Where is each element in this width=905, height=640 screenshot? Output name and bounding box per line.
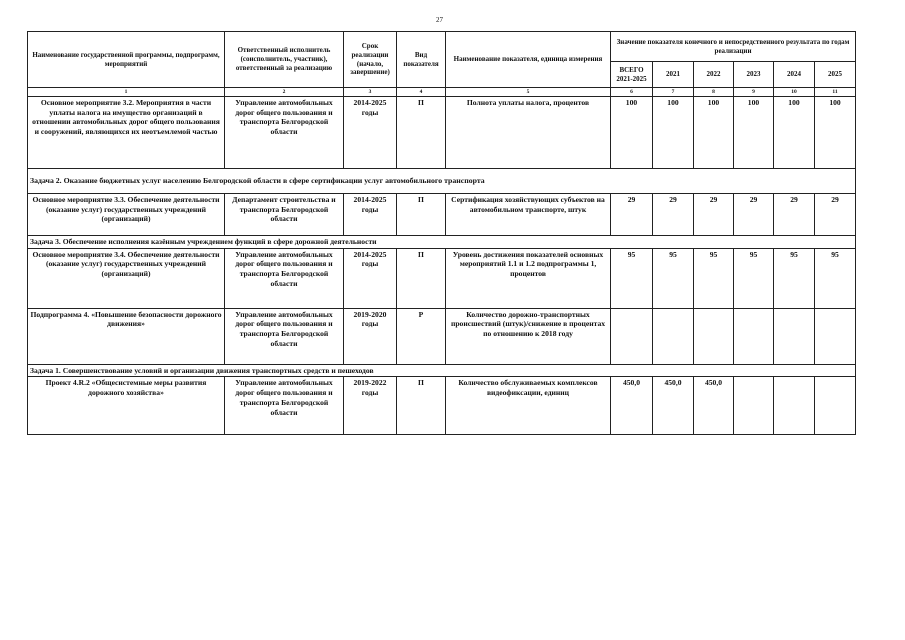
header-term: Срок реализации (начало, завершение): [344, 32, 397, 88]
row-name: Основное мероприятие 3.4. Обеспечение деятельности (оказание услуг) государственных учреждений (организаций): [28, 248, 225, 308]
column-number: 9: [734, 88, 774, 97]
row-value-2022: 450,0: [694, 377, 734, 435]
row-value-2024: 95: [774, 248, 815, 308]
header-year-2021: 2021: [653, 62, 694, 88]
row-value-2024: [774, 377, 815, 435]
header-kind: Вид показателя: [397, 32, 446, 88]
row-value-2021: 450,0: [653, 377, 694, 435]
header-year-2024: 2024: [774, 62, 815, 88]
page-number: 27: [436, 16, 443, 24]
row-indicator: Сертификация хозяйствующих субъектов на автомобильном транспорте, штук: [446, 194, 611, 236]
row-name: Подпрограмма 4. «Повышение безопасности дорожного движения»: [28, 308, 225, 364]
header-year-2022: 2022: [694, 62, 734, 88]
row-value-2024: 29: [774, 194, 815, 236]
column-number: 6: [611, 88, 653, 97]
program-indicators-table: [27, 31, 856, 435]
row-value-2023: [734, 308, 774, 364]
row-value-2023: 29: [734, 194, 774, 236]
row-kind: П: [397, 194, 446, 236]
row-kind: П: [397, 377, 446, 435]
row-value-2025: 95: [815, 248, 856, 308]
task-title: Задача 1. Совершенствование условий и организации движения транспортных средств и пешеходов: [28, 364, 856, 377]
row-value-2022: 100: [694, 97, 734, 169]
row-executor: Департамент строительства и транспорта Белгородской области: [225, 194, 344, 236]
header-executor: Ответственный исполнитель (соисполнитель, участник), ответственный за реализацию: [225, 32, 344, 88]
row-value-2023: 95: [734, 248, 774, 308]
row-value-2024: 100: [774, 97, 815, 169]
row-indicator: Полнота уплаты налога, процентов: [446, 97, 611, 169]
row-value-2021: 100: [653, 97, 694, 169]
task-row: [28, 236, 856, 249]
header-values-group: Значение показателя конечного и непосредственного результата по годам реализации: [611, 32, 856, 62]
row-kind: П: [397, 97, 446, 169]
column-number: 3: [344, 88, 397, 97]
header-year-2023: 2023: [734, 62, 774, 88]
row-value-total: 100: [611, 97, 653, 169]
row-name: Основное мероприятие 3.3. Обеспечение деятельности (оказание услуг) государственных учреждений (организаций): [28, 194, 225, 236]
row-term: 2014-2025 годы: [344, 248, 397, 308]
row-value-2021: 95: [653, 248, 694, 308]
row-value-2025: 100: [815, 97, 856, 169]
row-value-2021: 29: [653, 194, 694, 236]
row-executor: Управление автомобильных дорог общего пользования и транспорта Белгородской области: [225, 308, 344, 364]
row-value-2025: [815, 308, 856, 364]
row-indicator: Уровень достижения показателей основных мероприятий 1.1 и 1.2 подпрограммы 1, процентов: [446, 248, 611, 308]
row-value-2022: [694, 308, 734, 364]
row-term: 2019-2020 годы: [344, 308, 397, 364]
row-value-total: 29: [611, 194, 653, 236]
header-row: [28, 32, 856, 62]
row-term: 2014-2025 годы: [344, 97, 397, 169]
column-numbers-row: [28, 88, 856, 97]
row-executor: Управление автомобильных дорог общего пользования и транспорта Белгородской области: [225, 248, 344, 308]
row-value-2021: [653, 308, 694, 364]
row-value-2025: 29: [815, 194, 856, 236]
task-title: Задача 3. Обеспечение исполнения казённым учреждением функций в сфере дорожной деятельности: [28, 236, 856, 249]
row-kind: П: [397, 248, 446, 308]
task-row: [28, 169, 856, 194]
row-value-2023: [734, 377, 774, 435]
row-value-total: 95: [611, 248, 653, 308]
column-number: 11: [815, 88, 856, 97]
column-number: 2: [225, 88, 344, 97]
task-title: Задача 2. Оказание бюджетных услуг населению Белгородской области в сфере сертификации услуг автомобильного транспорта: [28, 169, 856, 194]
row-indicator: Количество обслуживаемых комплексов видеофиксации, единиц: [446, 377, 611, 435]
row-value-2024: [774, 308, 815, 364]
row-term: 2014-2025 годы: [344, 194, 397, 236]
row-executor: Управление автомобильных дорог общего пользования и транспорта Белгородской области: [225, 97, 344, 169]
row-value-2022: 29: [694, 194, 734, 236]
header-year-2025: 2025: [815, 62, 856, 88]
column-number: 10: [774, 88, 815, 97]
table-row: [28, 248, 856, 308]
table-row: [28, 377, 856, 435]
row-name: Основное мероприятие 3.2. Мероприятия в части уплаты налога на имущество организаций в отношении автомобильных дорог общего пользования и сооружений, являющихся их неотъемлемой частью: [28, 97, 225, 169]
row-value-2025: [815, 377, 856, 435]
column-number: 7: [653, 88, 694, 97]
row-indicator: Количество дорожно-транспортных происшествий (штук)/снижение в процентах по отношению к 2018 году: [446, 308, 611, 364]
header-year-total: ВСЕГО 2021-2025: [611, 62, 653, 88]
row-value-total: [611, 308, 653, 364]
row-term: 2019-2022 годы: [344, 377, 397, 435]
row-executor: Управление автомобильных дорог общего пользования и транспорта Белгородской области: [225, 377, 344, 435]
row-value-2022: 95: [694, 248, 734, 308]
column-number: 1: [28, 88, 225, 97]
task-row: [28, 364, 856, 377]
row-kind: Р: [397, 308, 446, 364]
row-value-2023: 100: [734, 97, 774, 169]
column-number: 4: [397, 88, 446, 97]
row-name: Проект 4.R.2 «Общесистемные меры развития дорожного хозяйства»: [28, 377, 225, 435]
row-value-total: 450,0: [611, 377, 653, 435]
header-indicator: Наименование показателя, единица измерения: [446, 32, 611, 88]
table-row: [28, 97, 856, 169]
header-name: Наименование государственной программы, подпрограмм, мероприятий: [28, 32, 225, 88]
table-row: [28, 194, 856, 236]
column-number: 8: [694, 88, 734, 97]
table-row: [28, 308, 856, 364]
column-number: 5: [446, 88, 611, 97]
